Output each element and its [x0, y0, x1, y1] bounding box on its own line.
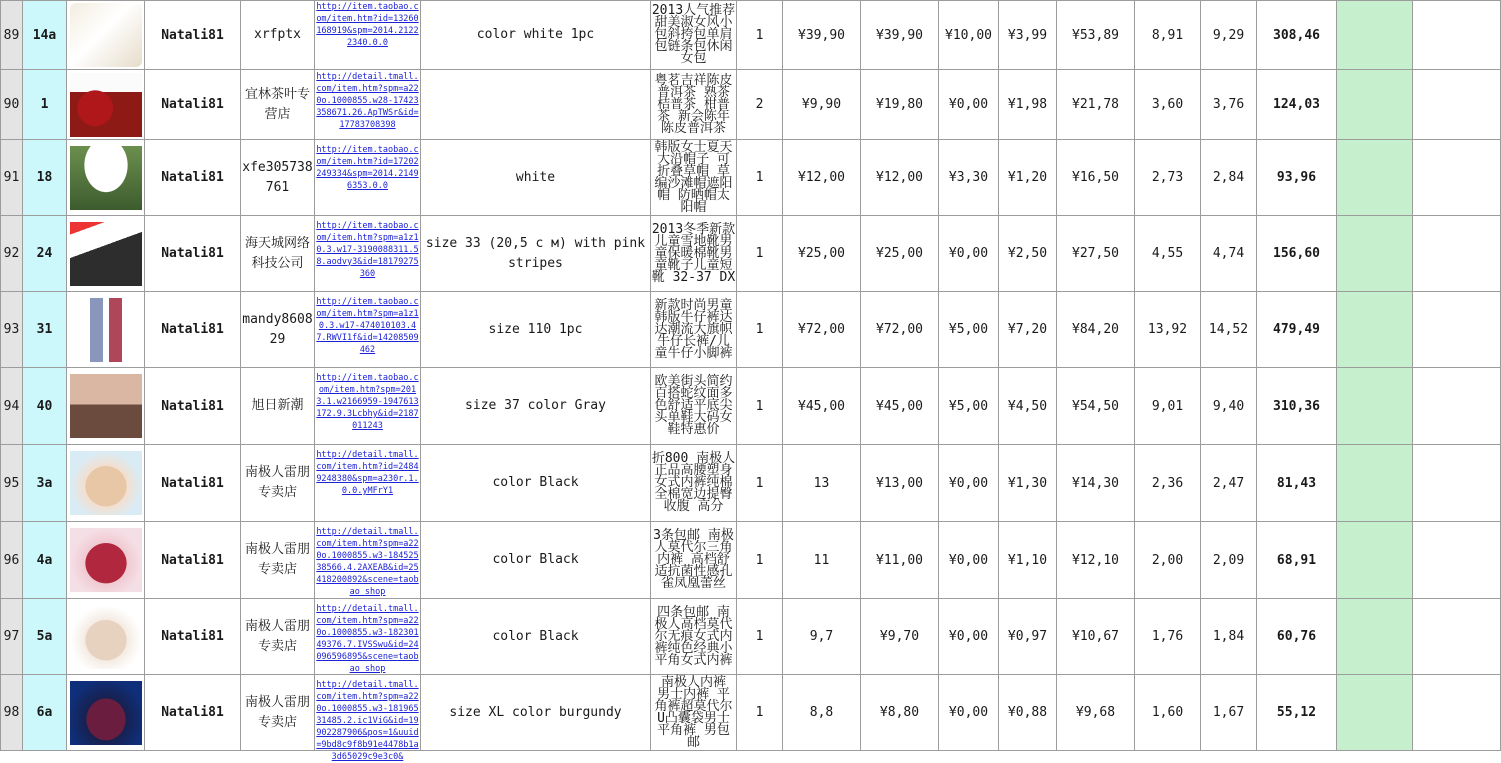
rate-cell[interactable]: 13,92	[1135, 292, 1201, 368]
fee-cell[interactable]: ¥1,30	[999, 445, 1057, 522]
item-id-cell[interactable]: 3a	[23, 445, 67, 522]
product-image-cell[interactable]	[67, 70, 145, 140]
shipping-cell[interactable]: ¥5,00	[939, 368, 999, 445]
fee-cell[interactable]: ¥4,50	[999, 368, 1057, 445]
buyer-cell[interactable]: Natali81	[145, 216, 241, 292]
quantity-cell[interactable]: 1	[737, 675, 783, 751]
variant-cell[interactable]: color Black	[421, 522, 651, 599]
buyer-cell[interactable]: Natali81	[145, 140, 241, 216]
total-cell[interactable]: 68,91	[1257, 522, 1337, 599]
sum-cell[interactable]: ¥27,50	[1057, 216, 1135, 292]
price-cell[interactable]: ¥39,90	[783, 1, 861, 70]
seller-cell[interactable]: 南极人雷朋专卖店	[241, 445, 315, 522]
rate-adjusted-cell[interactable]: 1,84	[1201, 599, 1257, 675]
link-cell[interactable]	[315, 445, 421, 522]
status-cell[interactable]	[1337, 216, 1413, 292]
white-quilted-bag-icon	[70, 3, 142, 67]
shipping-cell[interactable]: ¥5,00	[939, 292, 999, 368]
shipping-cell[interactable]: ¥0,00	[939, 675, 999, 751]
table-row	[1, 368, 1501, 445]
variant-cell[interactable]: size 110 1pc	[421, 292, 651, 368]
seller-cell[interactable]: 宜林茶叶专营店	[241, 70, 315, 140]
link-cell[interactable]	[315, 216, 421, 292]
empty-cell[interactable]	[1413, 70, 1501, 140]
fee-cell[interactable]: ¥3,99	[999, 1, 1057, 70]
product-image-cell[interactable]	[67, 675, 145, 751]
total-cell[interactable]: 156,60	[1257, 216, 1337, 292]
rate-adjusted-cell[interactable]: 4,74	[1201, 216, 1257, 292]
subtotal-cell[interactable]: ¥72,00	[861, 292, 939, 368]
quantity-cell[interactable]: 1	[737, 599, 783, 675]
status-cell[interactable]	[1337, 70, 1413, 140]
empty-cell[interactable]	[1413, 292, 1501, 368]
subtotal-cell[interactable]: ¥19,80	[861, 70, 939, 140]
total-cell[interactable]: 479,49	[1257, 292, 1337, 368]
row-number[interactable]: 93	[1, 292, 23, 368]
fee-cell[interactable]: ¥0,97	[999, 599, 1057, 675]
seller-cell[interactable]: 南极人雷朋专卖店	[241, 522, 315, 599]
total-cell[interactable]: 55,12	[1257, 675, 1337, 751]
empty-cell[interactable]	[1413, 522, 1501, 599]
subtotal-cell[interactable]: ¥25,00	[861, 216, 939, 292]
empty-cell[interactable]	[1413, 445, 1501, 522]
sum-cell[interactable]: ¥54,50	[1057, 368, 1135, 445]
variant-cell[interactable]: color Black	[421, 599, 651, 675]
shipping-cell[interactable]: ¥0,00	[939, 599, 999, 675]
nude-panties-icon	[70, 605, 142, 669]
rate-adjusted-cell[interactable]: 1,67	[1201, 675, 1257, 751]
total-cell[interactable]: 60,76	[1257, 599, 1337, 675]
flat-shoes-icon	[70, 374, 142, 438]
product-title-cell[interactable]: 2013人气推荐甜美淑女风小包斜挎包单肩包链条包休闲女包	[651, 1, 737, 70]
fee-cell[interactable]: ¥1,98	[999, 70, 1057, 140]
row-number[interactable]: 91	[1, 140, 23, 216]
empty-cell[interactable]	[1413, 140, 1501, 216]
quantity-cell[interactable]: 1	[737, 140, 783, 216]
quantity-cell[interactable]: 1	[737, 1, 783, 70]
price-cell[interactable]: ¥72,00	[783, 292, 861, 368]
product-link[interactable]: http://detail.tmall.com/item.htm?spm=a220o.1000855.w3-18196531485.2.ic1ViG&id=19902287906&pos=1&uuid=9bd8c9f8b91e4478b1a3d65029c9e3c0&	[316, 679, 419, 762]
product-link[interactable]: http://item.taobao.com/item.htm?spm=a1z10.3.w17-474010103.47.RWVI1f&id=14208509462	[316, 296, 419, 355]
sum-cell[interactable]: ¥9,68	[1057, 675, 1135, 751]
status-cell[interactable]	[1337, 1, 1413, 70]
sum-cell[interactable]: ¥21,78	[1057, 70, 1135, 140]
rate-adjusted-cell[interactable]: 2,84	[1201, 140, 1257, 216]
shipping-cell[interactable]: ¥0,00	[939, 216, 999, 292]
empty-cell[interactable]	[1413, 675, 1501, 751]
product-image-cell[interactable]	[67, 292, 145, 368]
seller-cell[interactable]: xrfptx	[241, 1, 315, 70]
table-row	[1, 522, 1501, 599]
table-row	[1, 1, 1501, 70]
product-title-cell[interactable]: 南极人内裤 男士内裤 平角裤超莫代尔U凸囊袋男士平角裤 男包邮	[651, 675, 737, 751]
status-cell[interactable]	[1337, 675, 1413, 751]
flag-jeans-icon	[70, 298, 142, 362]
product-image-cell[interactable]	[67, 599, 145, 675]
subtotal-cell[interactable]: ¥45,00	[861, 368, 939, 445]
item-id-cell[interactable]: 6a	[23, 675, 67, 751]
row-number[interactable]: 89	[1, 1, 23, 70]
seller-cell[interactable]: 南极人雷朋专卖店	[241, 599, 315, 675]
price-cell[interactable]: 11	[783, 522, 861, 599]
variant-cell[interactable]	[421, 70, 651, 140]
product-image-cell[interactable]	[67, 522, 145, 599]
link-cell[interactable]	[315, 140, 421, 216]
quantity-cell[interactable]: 1	[737, 216, 783, 292]
empty-cell[interactable]	[1413, 216, 1501, 292]
total-cell[interactable]: 308,46	[1257, 1, 1337, 70]
product-link[interactable]: http://detail.tmall.com/item.htm?spm=a220o.1000855.w3-18230149376.7.IVSSwu&id=24096596895&scene=taobao_shop	[316, 603, 419, 674]
product-title-cell[interactable]: 新款时尚男童韩版牛仔裤达达潮流大旗帜牛仔长裤/儿童牛仔小脚裤	[651, 292, 737, 368]
item-id-cell[interactable]: 14a	[23, 1, 67, 70]
row-number[interactable]: 98	[1, 675, 23, 751]
item-id-cell[interactable]: 31	[23, 292, 67, 368]
fee-cell[interactable]: ¥1,10	[999, 522, 1057, 599]
quantity-cell[interactable]: 1	[737, 368, 783, 445]
product-title-cell[interactable]: 欧美街头简约百搭蛇纹面多色舒适平底尖头单鞋大码女鞋特惠价	[651, 368, 737, 445]
status-cell[interactable]	[1337, 292, 1413, 368]
total-cell[interactable]: 93,96	[1257, 140, 1337, 216]
product-title-cell[interactable]: 折800 南极人正品高腰塑身女式内裤纯棉全棉宽边提臀收腹 高分	[651, 445, 737, 522]
men-boxers-icon	[70, 681, 142, 745]
item-id-cell[interactable]: 40	[23, 368, 67, 445]
product-image-cell[interactable]	[67, 140, 145, 216]
item-id-cell[interactable]: 5a	[23, 599, 67, 675]
rate-adjusted-cell[interactable]: 9,40	[1201, 368, 1257, 445]
empty-cell[interactable]	[1413, 368, 1501, 445]
seller-cell[interactable]: mandy860829	[241, 292, 315, 368]
subtotal-cell[interactable]: ¥13,00	[861, 445, 939, 522]
seller-cell[interactable]: 旭日新潮	[241, 368, 315, 445]
product-image-cell[interactable]	[67, 216, 145, 292]
subtotal-cell[interactable]: ¥9,70	[861, 599, 939, 675]
product-title-cell[interactable]: 粤茗吉祥陈皮普洱茶 熟茶 桔普茶 柑普茶 新会陈年陈皮普洱茶	[651, 70, 737, 140]
variant-cell[interactable]: color white 1pc	[421, 1, 651, 70]
rate-cell[interactable]: 2,73	[1135, 140, 1201, 216]
subtotal-cell[interactable]: ¥39,90	[861, 1, 939, 70]
sum-cell[interactable]: ¥84,20	[1057, 292, 1135, 368]
price-cell[interactable]: 9,7	[783, 599, 861, 675]
link-cell[interactable]	[315, 675, 421, 762]
link-cell[interactable]	[315, 599, 421, 675]
seller-cell[interactable]: 海天城网络科技公司	[241, 216, 315, 292]
shipping-cell[interactable]: ¥10,00	[939, 1, 999, 70]
product-link[interactable]: http://detail.tmall.com/item.htm?id=24849248380&spm=a230r.1.0.0.yMFrY1	[316, 450, 419, 496]
table-row	[1, 292, 1501, 368]
rate-adjusted-cell[interactable]: 3,76	[1201, 70, 1257, 140]
row-number[interactable]: 92	[1, 216, 23, 292]
buyer-cell[interactable]: Natali81	[145, 522, 241, 599]
shipping-cell[interactable]: ¥3,30	[939, 140, 999, 216]
table-row	[1, 599, 1501, 675]
kids-boots-icon	[70, 222, 142, 286]
subtotal-cell[interactable]: ¥12,00	[861, 140, 939, 216]
item-id-cell[interactable]: 4a	[23, 522, 67, 599]
price-cell[interactable]: ¥9,90	[783, 70, 861, 140]
table-row	[1, 445, 1501, 522]
rate-adjusted-cell[interactable]: 14,52	[1201, 292, 1257, 368]
sum-cell[interactable]: ¥14,30	[1057, 445, 1135, 522]
buyer-cell[interactable]: Natali81	[145, 445, 241, 522]
product-title-cell[interactable]: 3条包邮 南极人莫代尔三角内裤 高档舒适抗菌性感孔雀凤凰蕾丝	[651, 522, 737, 599]
quantity-cell[interactable]: 2	[737, 70, 783, 140]
price-cell[interactable]: ¥45,00	[783, 368, 861, 445]
rate-cell[interactable]: 1,60	[1135, 675, 1201, 751]
seller-cell[interactable]: xfe305738761	[241, 140, 315, 216]
fee-cell[interactable]: ¥0,88	[999, 675, 1057, 751]
product-link[interactable]: http://item.taobao.com/item.htm?spm=2013.1.w2166959-1947613172.9.3Lcbhy&id=2187011243	[316, 373, 419, 431]
item-id-cell[interactable]: 1	[23, 70, 67, 140]
item-id-cell[interactable]: 18	[23, 140, 67, 216]
shipping-cell[interactable]: ¥0,00	[939, 70, 999, 140]
table-row	[1, 140, 1501, 216]
total-cell[interactable]: 124,03	[1257, 70, 1337, 140]
price-cell[interactable]: ¥12,00	[783, 140, 861, 216]
link-cell[interactable]	[315, 292, 421, 368]
product-link[interactable]: http://detail.tmall.com/item.htm?spm=a220o.1000855.w3-18452538566.4.2AXEAB&id=25418200892&scene=taobao_shop	[316, 527, 419, 597]
variant-cell[interactable]: color Black	[421, 445, 651, 522]
status-cell[interactable]	[1337, 445, 1413, 522]
status-cell[interactable]	[1337, 599, 1413, 675]
row-number[interactable]: 95	[1, 445, 23, 522]
quantity-cell[interactable]: 1	[737, 522, 783, 599]
subtotal-cell[interactable]: ¥8,80	[861, 675, 939, 751]
status-cell[interactable]	[1337, 368, 1413, 445]
sum-cell[interactable]: ¥12,10	[1057, 522, 1135, 599]
fee-cell[interactable]: ¥1,20	[999, 140, 1057, 216]
rate-adjusted-cell[interactable]: 2,09	[1201, 522, 1257, 599]
quantity-cell[interactable]: 1	[737, 445, 783, 522]
sum-cell[interactable]: ¥16,50	[1057, 140, 1135, 216]
table-row	[1, 216, 1501, 292]
variant-cell[interactable]: size 33 (20,5 с м) with pink stripes	[421, 216, 651, 292]
row-number[interactable]: 90	[1, 70, 23, 140]
total-cell[interactable]: 81,43	[1257, 445, 1337, 522]
status-cell[interactable]	[1337, 522, 1413, 599]
link-cell[interactable]	[315, 70, 421, 140]
product-link[interactable]: http://detail.tmall.com/item.htm?spm=a220o.1000855.w28-17423358671.26.ApTWSr&id=17783708398	[316, 71, 419, 130]
buyer-cell[interactable]: Natali81	[145, 292, 241, 368]
product-title-cell[interactable]: 韩版女士夏天大沿帽子 可折叠草帽 草编沙滩帽遮阳帽 防晒帽太阳帽	[651, 140, 737, 216]
table-row	[1, 70, 1501, 140]
shipping-cell[interactable]: ¥0,00	[939, 445, 999, 522]
rate-cell[interactable]: 9,01	[1135, 368, 1201, 445]
fee-cell[interactable]: ¥7,20	[999, 292, 1057, 368]
product-image-cell[interactable]	[67, 368, 145, 445]
price-cell[interactable]: 13	[783, 445, 861, 522]
seller-cell[interactable]: 南极人雷朋专卖店	[241, 675, 315, 751]
empty-cell[interactable]	[1413, 599, 1501, 675]
grid-body	[1, 1, 1501, 762]
rate-cell[interactable]: 2,00	[1135, 522, 1201, 599]
buyer-cell[interactable]: Natali81	[145, 599, 241, 675]
row-number[interactable]: 96	[1, 522, 23, 599]
table-row	[1, 675, 1501, 751]
variant-cell[interactable]: white	[421, 140, 651, 216]
rate-cell[interactable]: 4,55	[1135, 216, 1201, 292]
empty-cell[interactable]	[1413, 1, 1501, 70]
shipping-cell[interactable]: ¥0,00	[939, 522, 999, 599]
buyer-cell[interactable]: Natali81	[145, 70, 241, 140]
product-link[interactable]: http://item.taobao.com/item.htm?id=17202249334&spm=2014.21496353.0.0	[316, 144, 419, 191]
row-number[interactable]: 94	[1, 368, 23, 445]
rate-adjusted-cell[interactable]: 2,47	[1201, 445, 1257, 522]
fee-cell[interactable]: ¥2,50	[999, 216, 1057, 292]
product-image-cell[interactable]	[67, 445, 145, 522]
tea-box-icon	[70, 73, 142, 137]
link-cell[interactable]	[315, 1, 421, 70]
buyer-cell[interactable]: Natali81	[145, 1, 241, 70]
product-image-cell[interactable]	[67, 1, 145, 70]
sum-cell[interactable]: ¥10,67	[1057, 599, 1135, 675]
product-title-cell[interactable]: 四条包邮 南极人高档莫代尔无痕女式内裤纯色经典小平角女式内裤	[651, 599, 737, 675]
row-number[interactable]: 97	[1, 599, 23, 675]
total-cell[interactable]: 310,36	[1257, 368, 1337, 445]
variant-cell[interactable]: size XL color burgundy	[421, 675, 651, 751]
product-link[interactable]: http://item.taobao.com/item.htm?spm=a1z10.3.w17-3190088311.58.aodvy3&id=18179275360	[316, 220, 419, 279]
red-panties-icon	[70, 528, 142, 592]
item-id-cell[interactable]: 24	[23, 216, 67, 292]
rate-cell[interactable]: 8,91	[1135, 1, 1201, 70]
rate-cell[interactable]: 2,36	[1135, 445, 1201, 522]
price-cell[interactable]: 8,8	[783, 675, 861, 751]
buyer-cell[interactable]: Natali81	[145, 368, 241, 445]
product-title-cell[interactable]: 2013冬季新款儿童雪地靴男童保暖棉靴男童靴子儿童短靴 32-37 DX	[651, 216, 737, 292]
variant-cell[interactable]: size 37 color Gray	[421, 368, 651, 445]
status-cell[interactable]	[1337, 140, 1413, 216]
quantity-cell[interactable]: 1	[737, 292, 783, 368]
product-link[interactable]: http://item.taobao.com/item.htm?id=13260168919&spm=2014.21222340.0.0	[316, 2, 419, 48]
sum-cell[interactable]: ¥53,89	[1057, 1, 1135, 70]
sun-hat-icon	[70, 146, 142, 210]
link-cell[interactable]	[315, 522, 421, 599]
rate-cell[interactable]: 3,60	[1135, 70, 1201, 140]
link-cell[interactable]	[315, 368, 421, 445]
rate-cell[interactable]: 1,76	[1135, 599, 1201, 675]
subtotal-cell[interactable]: ¥11,00	[861, 522, 939, 599]
price-cell[interactable]: ¥25,00	[783, 216, 861, 292]
buyer-cell[interactable]: Natali81	[145, 675, 241, 751]
rate-adjusted-cell[interactable]: 9,29	[1201, 1, 1257, 70]
beige-panties-icon	[70, 451, 142, 515]
